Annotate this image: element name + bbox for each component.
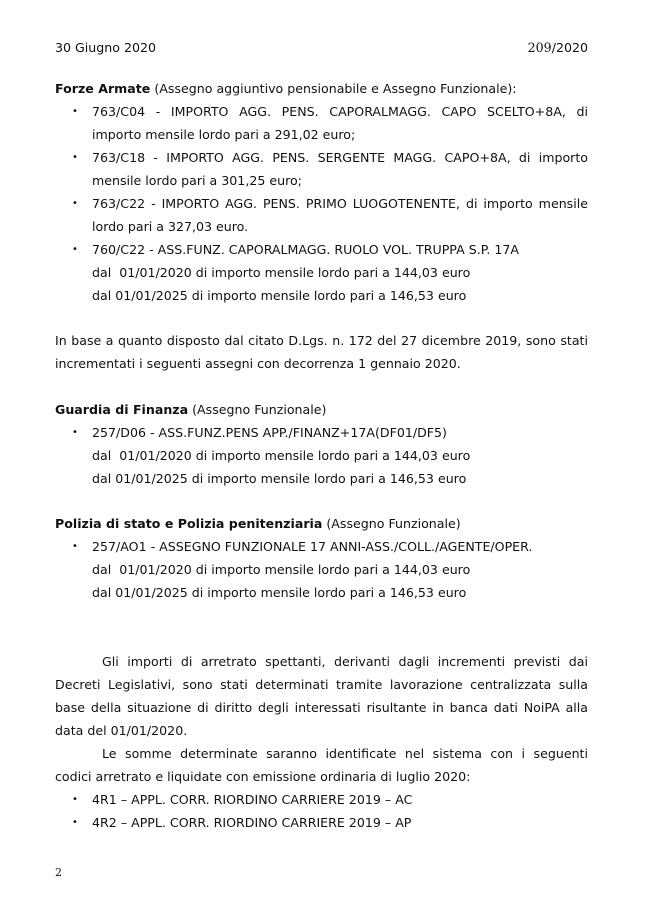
list-item: • 257/AO1 - ASSEGNO FUNZIONALE 17 ANNI-ASS./COLL./AGENTE/OPER. bbox=[55, 535, 588, 558]
section-subtitle: (Assegno Funzionale) bbox=[326, 516, 461, 531]
amount-line-2025: dal 01/01/2025 di importo mensile lordo pari a 146,53 euro bbox=[92, 471, 467, 486]
intro-text: In base a quanto disposto dal citato D.Lgs. n. 172 del 27 dicembre 2019, sono stati incrementati i seguenti assegni con decorrenza 1 gennaio 2020. bbox=[55, 333, 588, 371]
list-item: • 4R2 – APPL. CORR. RIORDINO CARRIERE 2019 – AP bbox=[55, 811, 588, 834]
intro-paragraph bbox=[55, 329, 588, 375]
section-title: Guardia di Finanza bbox=[55, 402, 189, 417]
section-polizia bbox=[55, 512, 588, 604]
list-item: • 763/C04 - IMPORTO AGG. PENS. CAPORALMAGG. CAPO SCELTO+8A, di importo mensile lordo pari a 291,02 euro; bbox=[55, 100, 588, 146]
list-item: • 257/D06 - ASS.FUNZ.PENS APP./FINANZ+17A(DF01/DF5) bbox=[55, 421, 588, 444]
section-subtitle: (Assegno Funzionale) bbox=[192, 402, 327, 417]
amount-line-2020: dal 01/01/2020 di importo mensile lordo pari a 144,03 euro bbox=[92, 448, 471, 463]
codes-list bbox=[55, 788, 588, 834]
list-item: • 760/C22 - ASS.FUNZ. CAPORALMAGG. RUOLO VOL. TRUPPA S.P. 17A bbox=[55, 238, 588, 261]
section-guardia-finanza bbox=[55, 398, 588, 490]
doc-number-main: 209 bbox=[527, 40, 552, 55]
amount-line-2025: dal 01/01/2025 di importo mensile lordo pari a 146,53 euro bbox=[92, 585, 467, 600]
paragraph-text: Le somme determinate saranno identificate nel sistema con i seguenti codici arretrato e liquidate con emissione ordinaria di luglio 2020: bbox=[55, 746, 588, 784]
section-heading bbox=[55, 398, 588, 421]
section-forze-armate bbox=[55, 77, 588, 307]
list-item: • 4R1 – APPL. CORR. RIORDINO CARRIERE 2019 – AC bbox=[55, 788, 588, 811]
section-subtitle: (Assegno aggiuntivo pensionabile e Assegno Funzionale): bbox=[154, 81, 517, 96]
amount-line-2020: dal 01/01/2020 di importo mensile lordo pari a 144,03 euro bbox=[92, 562, 471, 577]
amount-line-2020: dal 01/01/2020 di importo mensile lordo pari a 144,03 euro bbox=[92, 265, 471, 280]
page-number: 2 bbox=[55, 866, 62, 879]
guardia-item-list bbox=[55, 421, 588, 444]
list-item: • 763/C22 - IMPORTO AGG. PENS. PRIMO LUOGOTENENTE, di importo mensile lordo pari a 327,03 euro. bbox=[55, 192, 588, 238]
doc-number-year: /2020 bbox=[551, 40, 588, 55]
header-date: 30 Giugno 2020 bbox=[55, 40, 157, 55]
codes-paragraph bbox=[55, 742, 588, 834]
arretrati-paragraph bbox=[55, 650, 588, 742]
section-heading bbox=[55, 512, 588, 535]
amount-line-2025: dal 01/01/2025 di importo mensile lordo pari a 146,53 euro bbox=[92, 288, 467, 303]
paragraph-text: Gli importi di arretrato spettanti, derivanti dagli incrementi previsti dai Decreti Legislativi, sono stati determinati tramite lavorazione centralizzata sulla base della situazione di diritto degli interessati risultante in banca dati NoiPA alla data del 01/01/2020. bbox=[55, 654, 588, 738]
section-title: Forze Armate bbox=[55, 81, 151, 96]
forze-item-list bbox=[55, 100, 588, 261]
list-item: • 763/C18 - IMPORTO AGG. PENS. SERGENTE MAGG. CAPO+8A, di importo mensile lordo pari a 301,25 euro; bbox=[55, 146, 588, 192]
polizia-item-list bbox=[55, 535, 588, 558]
section-heading bbox=[55, 77, 588, 100]
header-doc-number bbox=[528, 40, 588, 55]
section-title: Polizia di stato e Polizia penitenziaria bbox=[55, 516, 323, 531]
